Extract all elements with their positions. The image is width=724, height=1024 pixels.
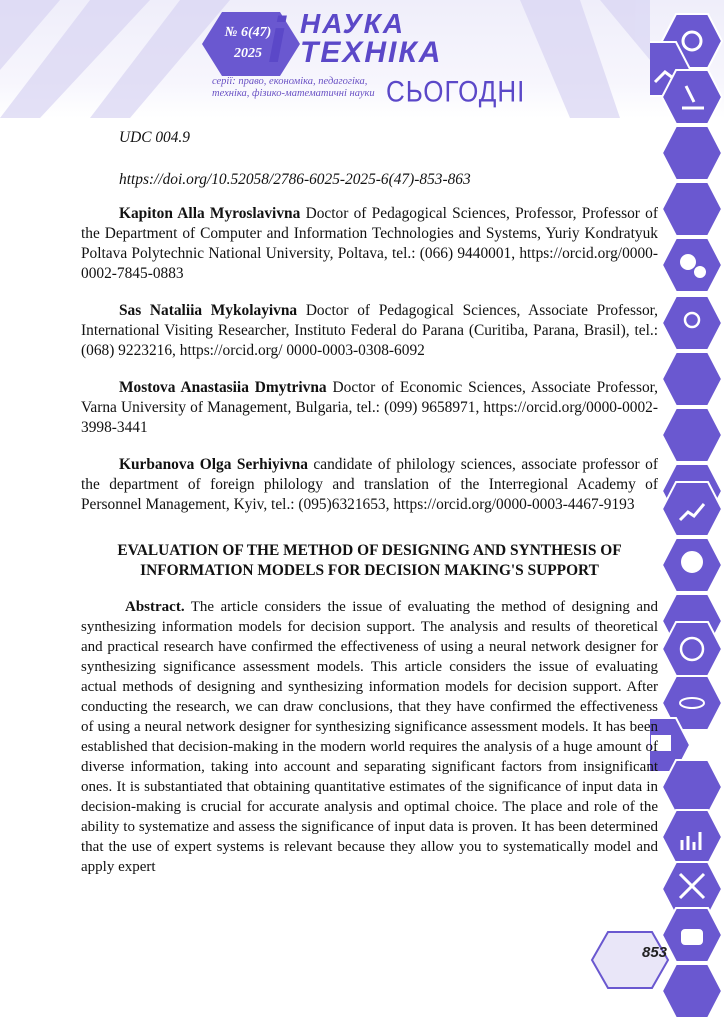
- chart-icon: [662, 482, 722, 536]
- logo-sohodni: СЬОГОДНІ: [386, 74, 526, 109]
- brain-head-icon: [662, 538, 722, 592]
- abstract: [81, 597, 658, 877]
- globe-icon: [662, 622, 722, 676]
- author-name: Kurbanova Olga Serhiyivna: [119, 456, 308, 473]
- hex-blank: [662, 182, 722, 236]
- issue-number: № 6(47): [224, 25, 272, 40]
- logo-nauka: НАУКА: [300, 8, 406, 39]
- lightbulb-icon: [662, 296, 722, 350]
- hex-blank: [662, 760, 722, 814]
- hex-blank: [662, 126, 722, 180]
- gears-icon: [662, 238, 722, 292]
- author-entry: [81, 204, 658, 284]
- android-icon: [662, 908, 722, 962]
- author-name: Mostova Anastasiia Dmytrivna: [119, 379, 327, 396]
- author-entry: [81, 301, 658, 361]
- hex-blank: [662, 408, 722, 462]
- logo-tekhnika: ТЕХНІКА: [300, 36, 443, 69]
- author-details: candidate of philology sciences, associate professor of the department of foreign philology and translation of the Interregional Academy of Personnel Management, Kyiv, tel.: (095)6321653, https://orcid.org/0000-0003-4467-9193: [81, 456, 658, 513]
- article-body: [81, 128, 658, 877]
- author-details: Doctor of Pedagogical Sciences, Professor, Professor of the Department of Computer and Information Technologies and Systems, Yuriy Kondratyuk Poltava Polytechnic National University, Poltava, tel.: (066) 9440001, https://orcid.org/0000-0002-7845-0883: [81, 205, 658, 282]
- journal-header: [0, 0, 724, 118]
- article-title: EVALUATION OF THE METHOD OF DESIGNING AND SYNTHESIS OF INFORMATION MODELS FOR DECISION MAKING'S SUPPORT: [117, 542, 622, 579]
- abstract-label: Abstract.: [125, 599, 185, 615]
- issue-year: 2025: [234, 46, 262, 61]
- hex-blank: [662, 352, 722, 406]
- logo-i: i: [268, 4, 286, 76]
- author-details: Doctor of Economic Sciences, Associate Professor, Varna University of Management, Bulgaria, tel.: (099) 9658971, https://orcid.org/0000-0002-3998-3441: [81, 379, 658, 436]
- author-entry: [81, 455, 658, 515]
- hex-icon-column: [650, 0, 724, 1024]
- author-name: Kapiton Alla Myroslavivna: [119, 205, 301, 222]
- page-number: 853: [642, 944, 668, 961]
- udc-code: UDC 004.9: [119, 129, 190, 146]
- author-details: Doctor of Pedagogical Sciences, Associate Professor, International Visiting Researcher, Instituto Federal do Parana (Curitiba, Parana, Brasil), tel.: (068) 9223216, https://orcid.org/ 0000-0003-0308-6092: [81, 302, 659, 359]
- microscope-icon: [662, 70, 722, 124]
- abstract-text: The article considers the issue of evaluating the method of designing and synthesizing information models for decision support. The analysis and results of theoretical and practical research have confirmed the effectiveness of using a neural network designer for synthesizing significance assessment models. This article considers the issue of evaluating actual methods of designing and synthesizing information models for decision support. After conducting the research, we can draw conclusions, that they have confirmed the effectiveness of using a neural network designer for synthesizing significance assessment models. It has been established that decision-making in the modern world requires the analysis of a huge amount of diverse information, taking into account and separating significant factors from insignificant ones. It is substantiated that obtaining quantitative estimates of the significance of input data in decision-making is crucial for accurate analysis and optimal choice. The place and role of the ability to systematize and assess the significance of input data is proven. It has been determined that the use of expert systems is relevant because they allow you to systematically model and apply expert: [81, 599, 659, 875]
- author-entry: [81, 378, 658, 438]
- hex-blank: [662, 964, 722, 1018]
- author-name: Sas Nataliia Mykolayivna: [119, 302, 298, 319]
- bar-chart-icon: [662, 810, 722, 864]
- journal-series: серії: право, економіка, педагогіка, техніка, фізико-математичні науки: [212, 76, 375, 99]
- doi-link[interactable]: https://doi.org/10.52058/2786-6025-2025-6(47)-853-863: [119, 171, 471, 188]
